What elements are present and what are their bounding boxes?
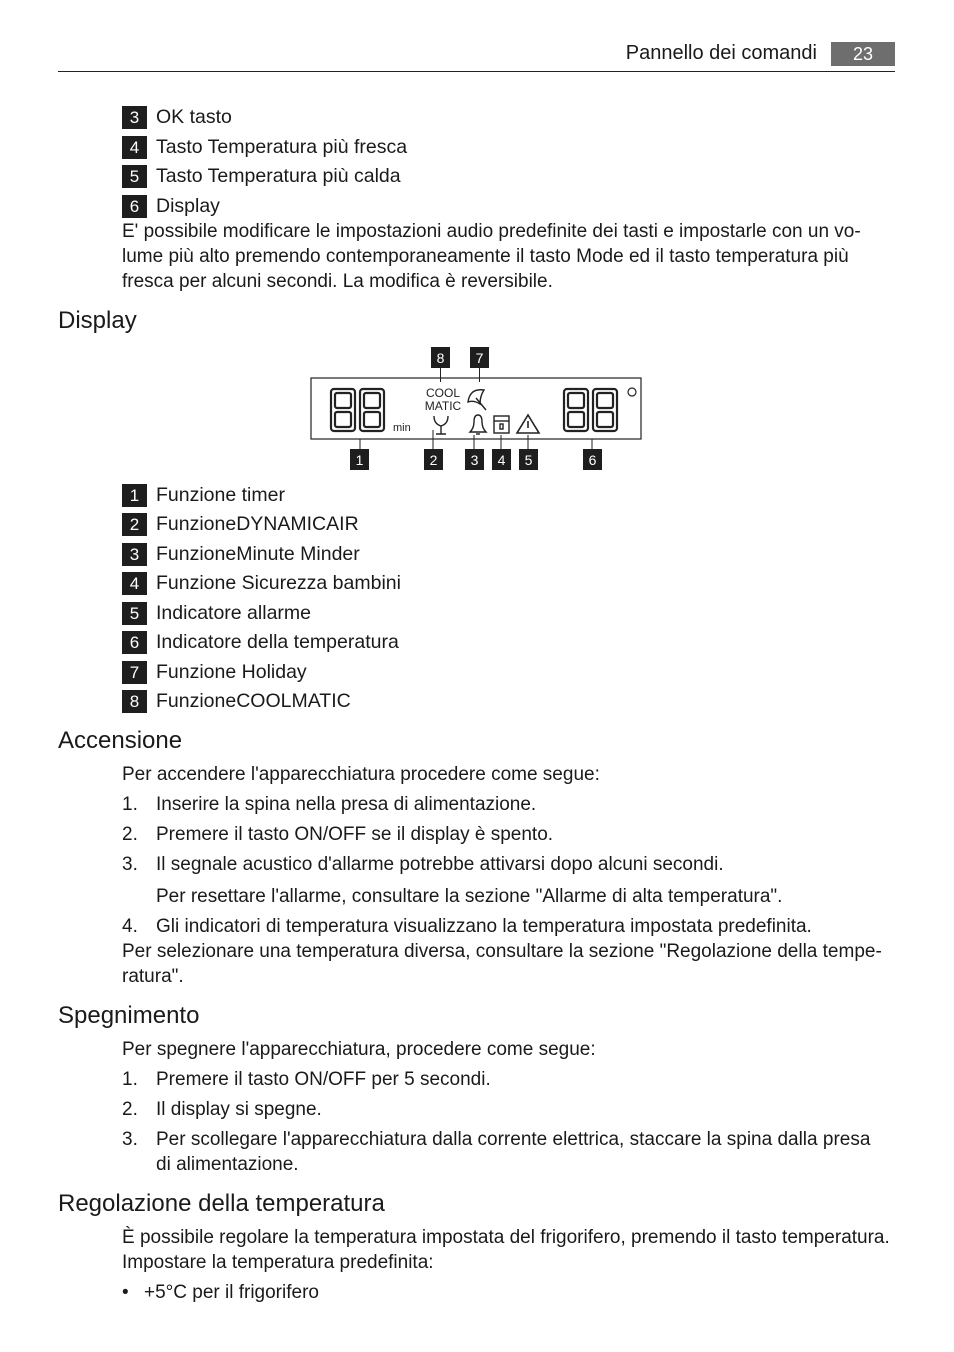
- number-badge: 3: [122, 543, 147, 566]
- list-item-label: Funzione Holiday: [156, 661, 307, 683]
- accensione-step: [122, 792, 536, 817]
- spegnimento-intro: Per spegnere l'apparecchiatura, procedere come segue:: [122, 1039, 596, 1060]
- callout-label: 3: [470, 452, 479, 468]
- regolazione-bullet: [122, 1280, 319, 1305]
- list-item-label: Tasto Temperatura più calda: [156, 165, 401, 187]
- step-number: 3.: [122, 854, 138, 875]
- spegnimento-step3-cont: di alimentazione.: [156, 1154, 299, 1175]
- page-number: 23: [831, 42, 895, 66]
- section-heading-accensione: Accensione: [58, 727, 183, 754]
- spegnimento-step: [122, 1127, 870, 1152]
- list-item-label: Tasto Temperatura più fresca: [156, 136, 408, 158]
- step-text: Per scollegare l'apparecchiatura dalla corrente elettrica, staccare la spina dalla presa: [156, 1129, 871, 1150]
- step-number: 3.: [122, 1129, 138, 1150]
- page-header: [58, 40, 895, 72]
- step-number: 4.: [122, 916, 138, 937]
- section-heading-spegnimento: Spegnimento: [58, 1002, 200, 1029]
- umbrella-icon: [468, 390, 486, 410]
- section-heading-display: Display: [58, 307, 137, 334]
- regolazione-text: [122, 1225, 896, 1275]
- number-badge: 4: [122, 136, 147, 159]
- section-heading-regolazione: Regolazione della temperatura: [58, 1190, 385, 1217]
- paragraph-line: È possibile regolare la temperatura impostata del frigorifero, premendo il tasto temperatura.: [122, 1227, 890, 1248]
- list-item-label: OK tasto: [156, 106, 232, 128]
- spegnimento-step: [122, 1097, 322, 1122]
- paragraph-line: fresca per alcuni secondi. La modifica è reversibile.: [122, 271, 553, 292]
- callout-label: 7: [475, 350, 484, 366]
- step-text: Inserire la spina nella presa di alimentazione.: [156, 794, 537, 815]
- bell-icon: [470, 415, 486, 434]
- step-number: 2.: [122, 824, 138, 845]
- accensione-step: [122, 822, 553, 847]
- paragraph-line: lume più alto premendo contemporaneamente il tasto Mode ed il tasto temperatura più: [122, 246, 849, 267]
- number-badge: 6: [122, 631, 147, 654]
- alarm-warning-icon: [517, 415, 539, 433]
- audio-note: [122, 219, 896, 294]
- step-text: Il segnale acustico d'allarme potrebbe attivarsi dopo alcuni secondi.: [156, 854, 724, 875]
- number-badge: 8: [122, 690, 147, 713]
- bullet-text: +5°C per il frigorifero: [144, 1282, 319, 1303]
- list-item-label: Funzione Sicurezza bambini: [156, 572, 401, 594]
- number-badge: 1: [122, 484, 147, 507]
- accensione-step: [122, 914, 812, 939]
- paragraph-line: ratura".: [122, 966, 184, 987]
- step-number: 1.: [122, 794, 138, 815]
- step-number: 1.: [122, 1069, 138, 1090]
- callout-label: 2: [429, 452, 438, 468]
- number-badge: 2: [122, 513, 147, 536]
- coolmatic-line1: COOL: [425, 386, 461, 400]
- list-item-label: Funzione timer: [156, 484, 285, 506]
- callout-label: 1: [355, 452, 364, 468]
- timer-digits: [331, 389, 384, 431]
- list-item-label: Indicatore allarme: [156, 602, 311, 624]
- list-item-label: FunzioneCOOLMATIC: [156, 690, 351, 712]
- accensione-intro: Per accendere l'apparecchiatura procedere come segue:: [122, 764, 600, 785]
- lock-icon: [494, 416, 509, 433]
- callout-label: 5: [524, 452, 533, 468]
- list-item-label: FunzioneDYNAMICAIR: [156, 513, 359, 535]
- number-badge: 6: [122, 195, 147, 218]
- header-title: Pannello dei comandi: [625, 42, 817, 64]
- min-label: min: [393, 422, 411, 434]
- callout-label: 6: [588, 452, 597, 468]
- step-text: Premere il tasto ON/OFF per 5 secondi.: [156, 1069, 491, 1090]
- paragraph-line: E' possibile modificare le impostazioni audio predefinite dei tasti e impostarle con un vo-: [122, 221, 861, 242]
- paragraph-line: Impostare la temperatura predefinita:: [122, 1252, 434, 1273]
- callout-label: 8: [436, 350, 445, 366]
- bullet-icon: •: [122, 1282, 129, 1303]
- accensione-outro: [122, 939, 896, 989]
- number-badge: 3: [122, 106, 147, 129]
- display-diagram: [300, 340, 650, 475]
- paragraph-line: Per selezionare una temperatura diversa, consultare la sezione "Regolazione della tempe-: [122, 941, 882, 962]
- degree-icon: [628, 388, 636, 396]
- coolmatic-line2: MATIC: [424, 399, 462, 413]
- callout-label: 4: [497, 452, 506, 468]
- number-badge: 7: [122, 661, 147, 684]
- number-badge: 5: [122, 602, 147, 625]
- fan-icon: [434, 416, 448, 434]
- list-item-label: FunzioneMinute Minder: [156, 543, 360, 565]
- temperature-digits: [564, 389, 617, 431]
- list-item-label: Display: [156, 195, 220, 217]
- step-text: Il display si spegne.: [156, 1099, 322, 1120]
- number-badge: 5: [122, 165, 147, 188]
- spegnimento-step: [122, 1067, 491, 1092]
- number-badge: 4: [122, 572, 147, 595]
- accensione-step3-note: Per resettare l'allarme, consultare la sezione "Allarme di alta temperatura".: [156, 886, 783, 907]
- list-item-label: Indicatore della temperatura: [156, 631, 399, 653]
- accensione-step: [122, 852, 724, 877]
- step-number: 2.: [122, 1099, 138, 1120]
- step-text: Premere il tasto ON/OFF se il display è spento.: [156, 824, 554, 845]
- step-text: Gli indicatori di temperatura visualizzano la temperatura impostata predefinita.: [156, 916, 812, 937]
